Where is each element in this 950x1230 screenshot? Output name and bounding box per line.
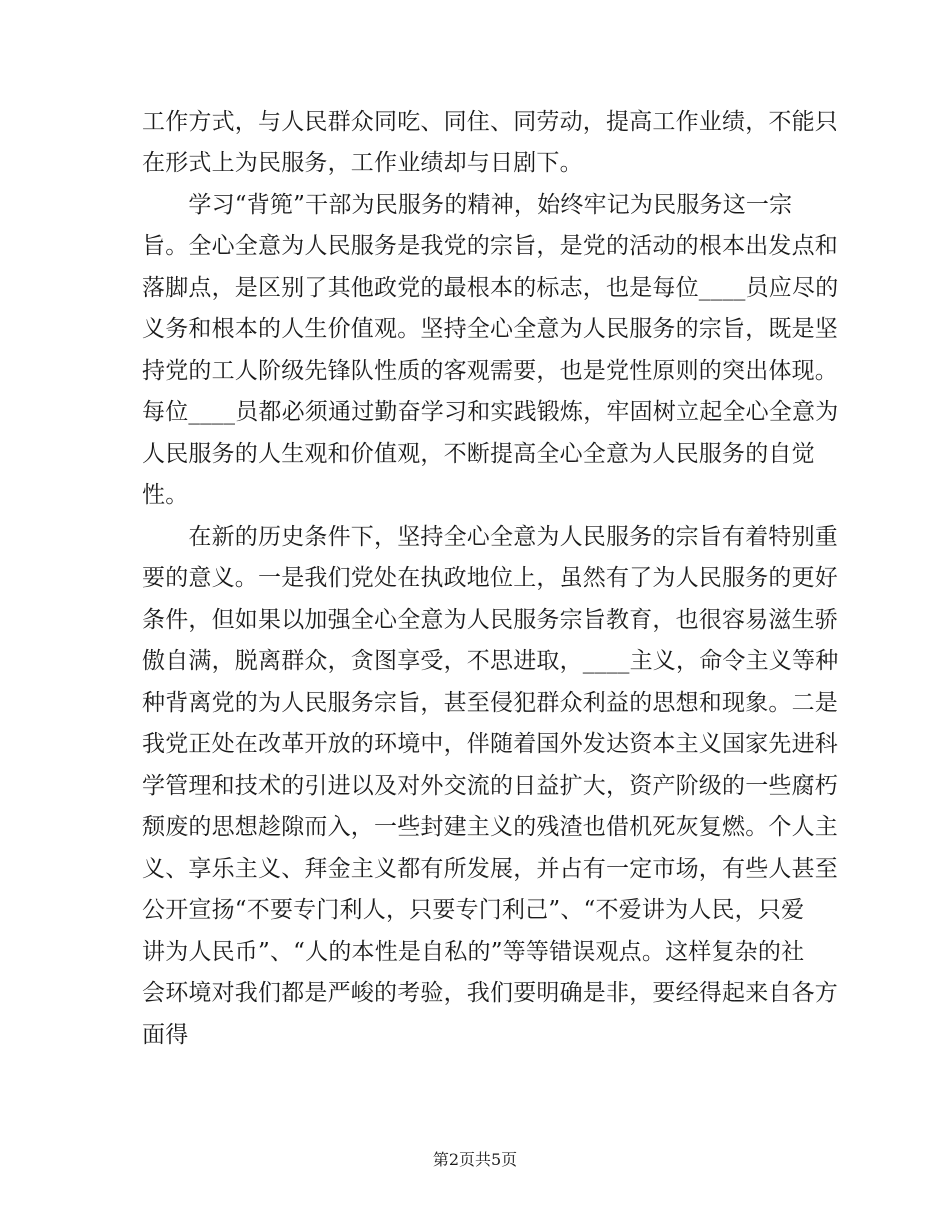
text-line: 人民服务的人生观和价值观，不断提高全心全意为人民服务的自觉 [142, 441, 815, 467]
text-line: 义、享乐主义、拜金主义都有所发展，并占有一定市场，有些人甚至 [142, 856, 838, 882]
text-line: 要的意义。一是我们党处在执政地位上，虽然有了为人民服务的更好 [142, 565, 838, 591]
text-line: 面得 [142, 1022, 189, 1048]
text-line: 性。 [142, 482, 189, 508]
text-line: 条件，但如果以加强全心全意为人民服务宗旨教育，也很容易滋生骄 [142, 607, 838, 633]
text-line: 每位____员都必须通过勤奋学习和实践锻炼，牢固树立起全心全意为 [142, 399, 839, 425]
text-line: 种背离党的为人民服务宗旨，甚至侵犯群众利益的思想和现象。二是 [142, 690, 838, 716]
text-line: 公开宣扬“不要专门利人，只要专门利己”、“不爱讲为人民，只爱 [142, 897, 805, 923]
text-line: 颓废的思想趁隙而入，一些封建主义的残渣也借机死灰复燃。个人主 [142, 814, 838, 840]
text-line: 在形式上为民服务，工作业绩却与日剧下。 [142, 150, 583, 176]
page-number: 第2页共5页 [432, 1150, 518, 1169]
text-line: 会环境对我们都是严峻的考验，我们要明确是非，要经得起来自各方 [142, 980, 838, 1006]
text-line: 讲为人民币”、“人的本性是自私的”等等错误观点。这样复杂的社 [142, 939, 805, 965]
text-line: 学习“背篼”干部为民服务的精神，始终牢记为民服务这一宗 [142, 192, 793, 218]
text-line: 学管理和技术的引进以及对外交流的日益扩大，资产阶级的一些腐朽 [142, 773, 838, 799]
text-line: 傲自满，脱离群众，贪图享受，不思进取，____主义，命令主义等种 [142, 648, 839, 674]
text-line: 我党正处在改革开放的环境中，伴随着国外发达资本主义国家先进科 [142, 731, 838, 757]
text-line: 工作方式，与人民群众同吃、同住、同劳动，提高工作业绩，不能只 [142, 109, 838, 135]
text-line: 持党的工人阶级先锋队性质的客观需要，也是党性原则的突出体现。 [142, 358, 838, 384]
text-line: 在新的历史条件下，坚持全心全意为人民服务的宗旨有着特别重 [142, 524, 838, 550]
text-line: 义务和根本的人生价值观。坚持全心全意为人民服务的宗旨，既是坚 [142, 316, 838, 342]
text-line: 旨。全心全意为人民服务是我党的宗旨，是党的活动的根本出发点和 [142, 233, 838, 259]
text-line: 落脚点，是区别了其他政党的最根本的标志，也是每位____员应尽的 [142, 275, 839, 301]
